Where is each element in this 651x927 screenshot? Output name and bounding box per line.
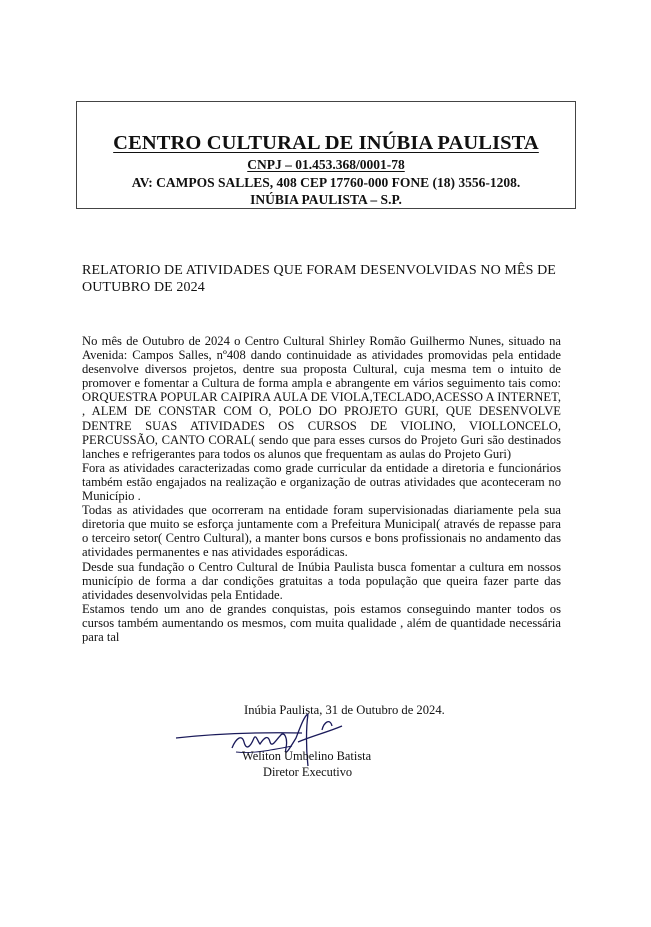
- organization-city: INÚBIA PAULISTA – S.P.: [250, 192, 402, 207]
- paragraph-4: Desde sua fundação o Centro Cultural de Inúbia Paulista busca fomentar a cultura em nossos município de forma a dar condições gratuitas a toda população que queira fazer parte das atividades desenvolvidas pela Entidade.: [82, 559, 561, 602]
- paragraph-1: No mês de Outubro de 2024 o Centro Cultural Shirley Romão Guilhermo Nunes, situado na Avenida: Campos Salles, nº408 dando continuidade as atividades promovidas pela entidade desenvolve diversos projetos, dentre sua proposta Cultural, cuja mesma tem o intuito de promover e fomentar a Cultura de forma ampla e abrangente em vários seguimento tais como: ORQUESTRA POPULAR CAIPIRA AULA DE VIOLA,TECLADO,ACESSO A INTERNET, , ALEM DE CONSTAR COM O, POLO DO PROJETO GURI, QUE DESENVOLVE DENTRE SUAS ATIVIDADES OS CURSOS DE VIOLINO, VIOLLONCELO, PERCUSSÃO, CANTO CORAL( sendo que para esses cursos do Projeto Guri são destinados lanches e refrigerantes para todos os alunos que frequentam as aulas do Projeto Guri): [82, 334, 561, 461]
- paragraph-5: Estamos tendo um ano de grandes conquistas, pois estamos conseguindo manter todos os cursos também aumentando os mesmos, com muita qualidade , além de quantidade necessária para tal: [82, 601, 561, 644]
- signer-name: Weliton Umbelino Batista: [242, 749, 372, 763]
- signer-role: Diretor Executivo: [263, 765, 353, 779]
- letterhead-box: [76, 101, 576, 209]
- organization-title: CENTRO CULTURAL DE INÚBIA PAULISTA: [113, 132, 539, 154]
- paragraph-2: Fora as atividades caracterizadas como grade curricular da entidade a diretoria e funcionários também estão engajados na realização e organização de outras atividades que aconteceram no Município .: [82, 460, 561, 504]
- organization-cnpj: CNPJ – 01.453.368/0001-78: [247, 157, 405, 172]
- report-body: [82, 334, 561, 644]
- paragraph-3: Todas as atividades que ocorreram na entidade foram supervisionadas diariamente pela sua diretoria que muito se esforça juntamente com a Prefeitura Municipal( através de repasse para o terceiro setor( Centro Cultural), a manter bons cursos e bons profissionais no andamento das atividades permanentes e nas atividades esporádicas.: [82, 503, 561, 560]
- date-line: Inúbia Paulista, 31 de Outubro de 2024.: [244, 703, 445, 717]
- organization-address: AV: CAMPOS SALLES, 408 CEP 17760-000 FONE (18) 3556-1208.: [131, 175, 521, 190]
- report-title: RELATORIO DE ATIVIDADES QUE FORAM DESENVOLVIDAS NO MÊS DE OUTUBRO DE 2024: [82, 263, 556, 295]
